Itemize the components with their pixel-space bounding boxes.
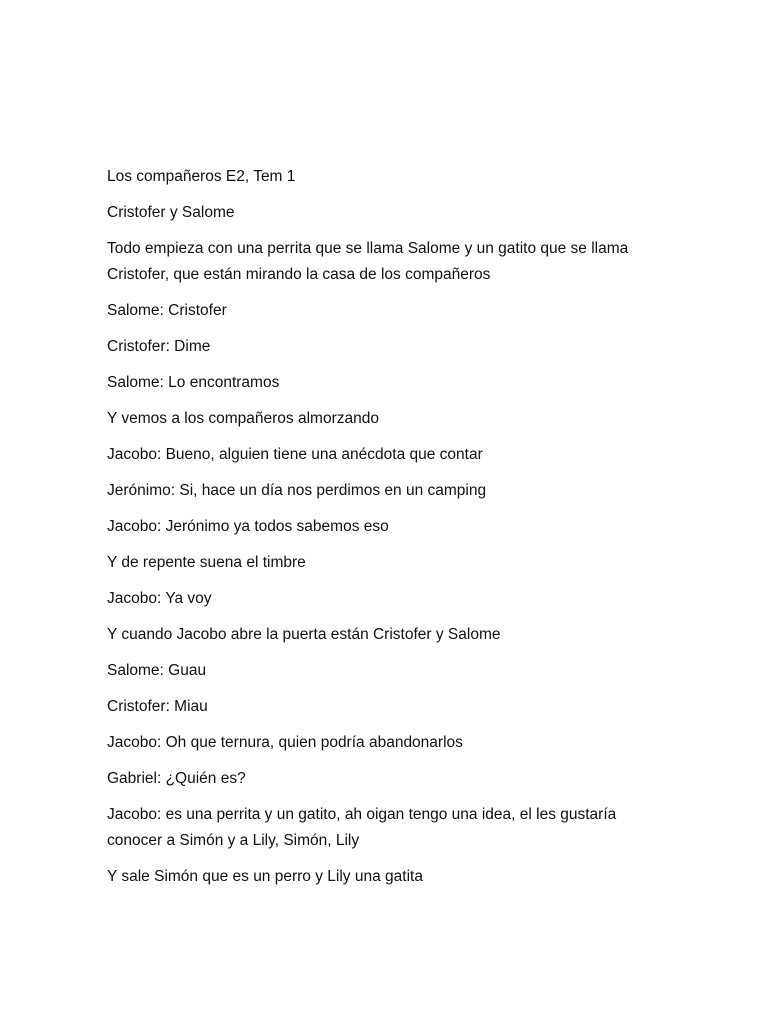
narration-line: Y vemos a los compañeros almorzando <box>107 410 379 427</box>
dialogue-line: Jerónimo: Si, hace un día nos perdimos en un camping <box>107 482 487 499</box>
dialogue-line: Salome: Guau <box>107 662 207 679</box>
document-body <box>107 164 667 900</box>
dialogue-line: Cristofer: Dime <box>107 338 211 355</box>
document-title: Los compañeros E2, Tem 1 <box>107 168 296 185</box>
dialogue-line: Jacobo: Oh que ternura, quien podría abandonarlos <box>107 734 463 751</box>
dialogue-line: Jacobo: Jerónimo ya todos sabemos eso <box>107 518 389 535</box>
dialogue-line: Jacobo: Ya voy <box>107 590 212 607</box>
dialogue-line: Cristofer: Miau <box>107 698 208 715</box>
document-subtitle: Cristofer y Salome <box>107 204 235 221</box>
dialogue-line: Salome: Cristofer <box>107 302 227 319</box>
dialogue-line: Salome: Lo encontramos <box>107 374 280 391</box>
narration-line: Y de repente suena el timbre <box>107 554 306 571</box>
narration-line: Y sale Simón que es un perro y Lily una gatita <box>107 868 423 885</box>
paragraph: Todo empieza con una perrita que se llama Salome y un gatito que se llama Cristofer, que están mirando la casa de los compañeros <box>107 240 629 283</box>
dialogue-line: Gabriel: ¿Quién es? <box>107 770 246 787</box>
narration-line: Y cuando Jacobo abre la puerta están Cristofer y Salome <box>107 626 501 643</box>
dialogue-line: Jacobo: Bueno, alguien tiene una anécdota que contar <box>107 446 483 463</box>
dialogue-line: Jacobo: es una perrita y un gatito, ah oigan tengo una idea, el les gustaría conocer a Simón y a Lily, Simón, Lily <box>107 806 617 849</box>
